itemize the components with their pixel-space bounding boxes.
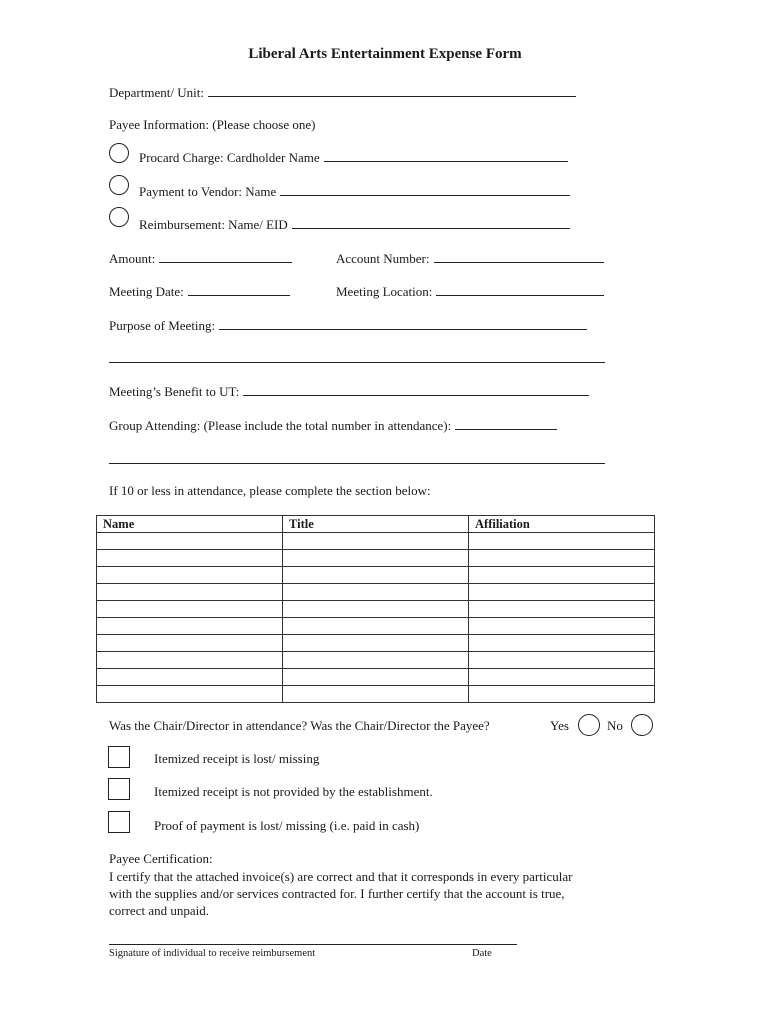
procard-row [139, 149, 568, 166]
group-total-field[interactable] [455, 417, 557, 430]
attendee-affiliation-cell[interactable] [469, 567, 655, 584]
procard-name-field[interactable] [324, 149, 568, 162]
attendee-name-cell[interactable] [97, 652, 283, 669]
attendees-table-body [97, 533, 655, 703]
meeting-location-label: Meeting Location: [336, 284, 433, 299]
attendee-name-cell[interactable] [97, 635, 283, 652]
small-group-note: If 10 or less in attendance, please complete the section below: [109, 483, 431, 498]
attendee-affiliation-cell[interactable] [469, 618, 655, 635]
group-label: Group Attending: (Please include the total number in attendance): [109, 418, 452, 433]
proof-lost-label: Proof of payment is lost/ missing (i.e. paid in cash) [154, 818, 420, 833]
receipt-lost-label: Itemized receipt is lost/ missing [154, 751, 320, 766]
attendee-name-cell[interactable] [97, 618, 283, 635]
attendee-title-cell[interactable] [283, 601, 469, 618]
attendee-affiliation-cell[interactable] [469, 584, 655, 601]
receipt-lost-checkbox[interactable] [108, 746, 130, 768]
purpose-continuation-line[interactable] [109, 362, 605, 363]
reimbursement-row [139, 216, 570, 233]
table-header-affiliation: Affiliation [469, 516, 655, 533]
reimbursement-name-field[interactable] [292, 216, 570, 229]
reimbursement-label: Reimbursement: Name/ EID [139, 217, 288, 232]
receipt-not-provided-checkbox[interactable] [108, 778, 130, 800]
amount-row [109, 250, 292, 267]
table-row [97, 669, 655, 686]
table-row [97, 584, 655, 601]
account-number-label: Account Number: [336, 251, 430, 266]
table-row [97, 567, 655, 584]
attendee-name-cell[interactable] [97, 550, 283, 567]
table-row [97, 618, 655, 635]
vendor-label: Payment to Vendor: Name [139, 184, 277, 199]
department-label: Department/ Unit: [109, 85, 204, 100]
attendee-title-cell[interactable] [283, 686, 469, 703]
attendee-name-cell[interactable] [97, 533, 283, 550]
table-row [97, 635, 655, 652]
meeting-location-row [336, 283, 604, 300]
purpose-field[interactable] [219, 317, 587, 330]
attendee-title-cell[interactable] [283, 635, 469, 652]
table-row [97, 550, 655, 567]
attendee-title-cell[interactable] [283, 533, 469, 550]
account-row [336, 250, 604, 267]
table-row [97, 652, 655, 669]
date-label: Date [472, 948, 492, 959]
attendee-affiliation-cell[interactable] [469, 533, 655, 550]
department-row [109, 84, 576, 101]
vendor-row [139, 183, 570, 200]
attendee-name-cell[interactable] [97, 567, 283, 584]
amount-label: Amount: [109, 251, 156, 266]
chair-question: Was the Chair/Director in attendance? Was the Chair/Director the Payee? [109, 718, 490, 733]
signature-label: Signature of individual to receive reimbursement [109, 948, 316, 959]
attendee-affiliation-cell[interactable] [469, 686, 655, 703]
attendee-affiliation-cell[interactable] [469, 635, 655, 652]
purpose-label: Purpose of Meeting: [109, 318, 216, 333]
attendee-title-cell[interactable] [283, 618, 469, 635]
proof-lost-checkbox[interactable] [108, 811, 130, 833]
attendee-title-cell[interactable] [283, 669, 469, 686]
meeting-date-row [109, 283, 290, 300]
chair-no-radio[interactable] [631, 714, 653, 736]
table-row [97, 686, 655, 703]
department-field[interactable] [208, 84, 576, 97]
signature-line[interactable] [109, 944, 517, 945]
certification-heading: Payee Certification: [109, 851, 213, 866]
form-title: Liberal Arts Entertainment Expense Form [248, 46, 522, 62]
payee-info-label: Payee Information: (Please choose one) [109, 117, 316, 132]
table-header-row [97, 516, 655, 533]
attendee-title-cell[interactable] [283, 652, 469, 669]
group-continuation-line[interactable] [109, 463, 605, 464]
attendee-name-cell[interactable] [97, 601, 283, 618]
meeting-date-label: Meeting Date: [109, 284, 184, 299]
certification-text: I certify that the attached invoice(s) are correct and that it corresponds in every particular with the supplies and/or services contracted for. I further certify that the account is true, correct and unpaid. [109, 869, 573, 918]
attendee-affiliation-cell[interactable] [469, 601, 655, 618]
benefit-field[interactable] [243, 383, 589, 396]
attendee-name-cell[interactable] [97, 669, 283, 686]
purpose-row [109, 317, 587, 334]
meeting-location-field[interactable] [436, 283, 604, 296]
account-number-field[interactable] [434, 250, 604, 263]
yes-label: Yes [550, 718, 569, 733]
procard-label: Procard Charge: Cardholder Name [139, 150, 320, 165]
table-row [97, 601, 655, 618]
receipt-not-provided-label: Itemized receipt is not provided by the establishment. [154, 784, 433, 799]
benefit-label: Meeting’s Benefit to UT: [109, 384, 240, 399]
procard-radio[interactable] [109, 143, 129, 163]
attendee-affiliation-cell[interactable] [469, 550, 655, 567]
table-header-title: Title [283, 516, 469, 533]
table-row [97, 533, 655, 550]
amount-field[interactable] [159, 250, 292, 263]
attendee-name-cell[interactable] [97, 686, 283, 703]
meeting-date-field[interactable] [188, 283, 290, 296]
attendee-title-cell[interactable] [283, 550, 469, 567]
attendees-table [96, 515, 655, 703]
table-header-name: Name [97, 516, 283, 533]
vendor-radio[interactable] [109, 175, 129, 195]
reimbursement-radio[interactable] [109, 207, 129, 227]
no-label: No [607, 718, 623, 733]
attendee-affiliation-cell[interactable] [469, 669, 655, 686]
vendor-name-field[interactable] [280, 183, 570, 196]
group-row [109, 417, 557, 434]
benefit-row [109, 383, 589, 400]
attendee-title-cell[interactable] [283, 584, 469, 601]
attendee-title-cell[interactable] [283, 567, 469, 584]
chair-yes-radio[interactable] [578, 714, 600, 736]
attendee-affiliation-cell[interactable] [469, 652, 655, 669]
attendee-name-cell[interactable] [97, 584, 283, 601]
